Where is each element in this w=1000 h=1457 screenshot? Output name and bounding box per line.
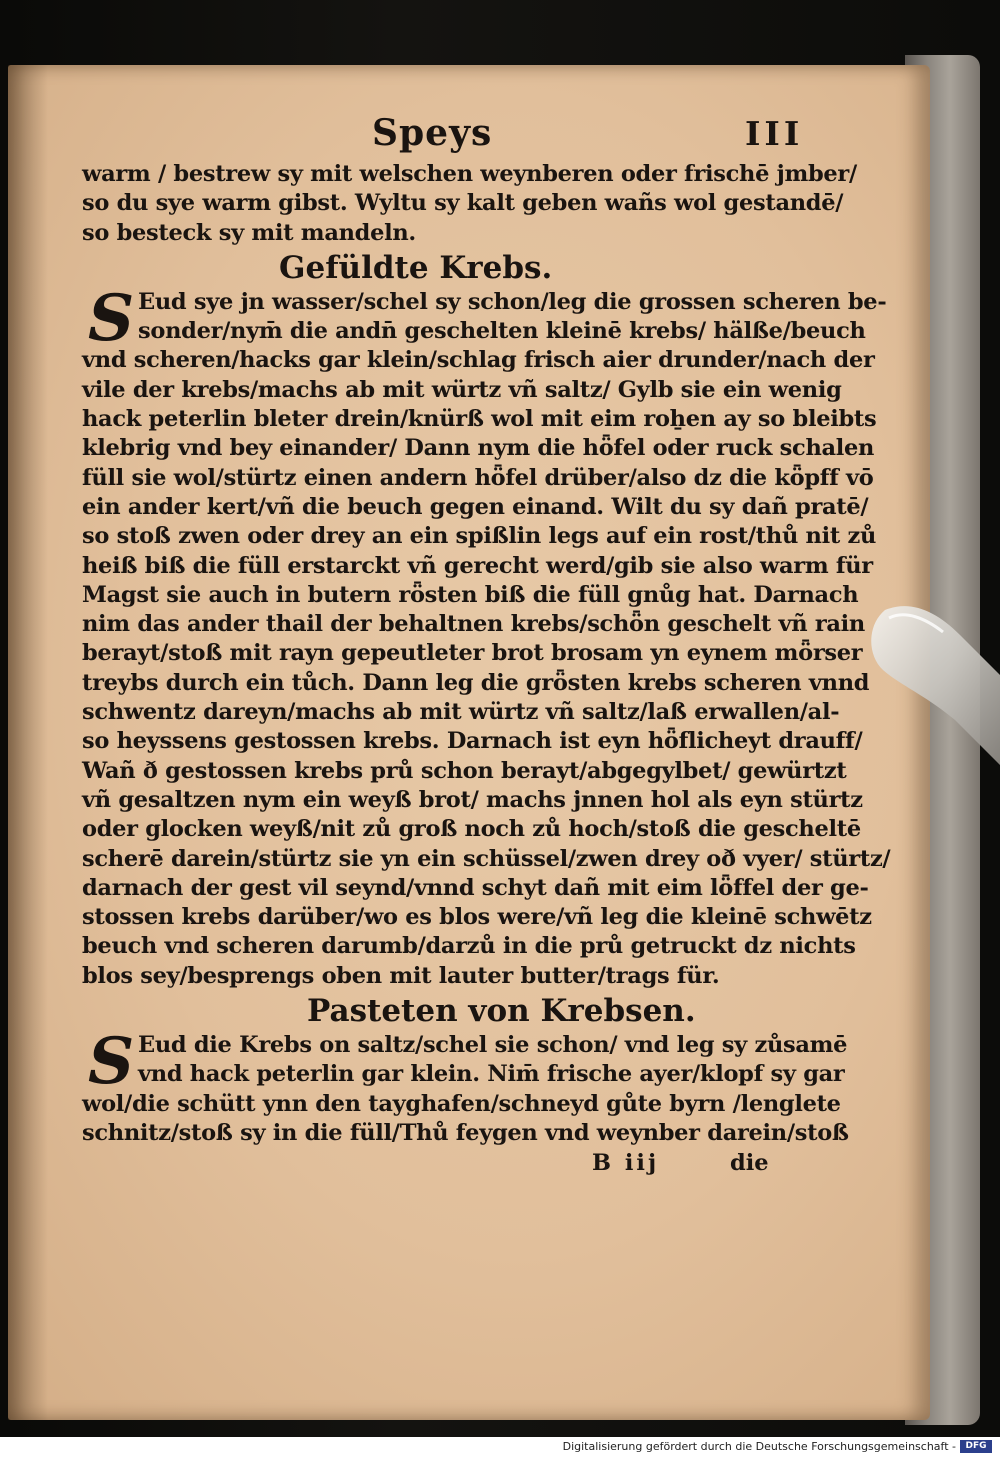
text-line: hack peterlin bleter drein/knürß wol mit eim roẖen ay so bleibts [82,406,877,433]
text-line: Eud sye jn wasser/schel sy schon/leg die grossen scheren be- [138,288,887,315]
text-line: so heyssens gestossen krebs. Darnach ist eyn hȫflicheyt drauff/ [82,728,863,755]
text-line: treybs durch ein tůch. Dann leg die grȫsten krebs scheren vnnd [82,669,870,696]
text-line: darnach der gest vil seynd/vnnd schyt dañ mit eim lȫffel der ge- [82,874,869,901]
text-line: sonder/nym̄ die andn̄ geschelten kleinē krebs/ hälße/beuch [138,318,866,345]
running-head-title: Speys [372,112,493,154]
text-line: berayt/stoß mit rayn gepeutleter brot brosam yn eynem mȫrser [82,640,863,667]
text-block [82,112,891,1178]
text-line: Magst sie auch in butern rȫsten biß die füll gnůg hat. Darnach [82,581,859,608]
section-heading: Gefüldte Krebs. [279,249,553,286]
text-line: oder glocken weyß/nit zů groß noch zů hoch/stoß die gescheltē [82,816,861,843]
text-line: klebrig vnd bey einander/ Dann nym die hȫfel oder ruck schalen [82,435,875,462]
catchword: die [730,1150,769,1177]
text-line: scherē darein/stürtz sie yn ein schüssel/zwen drey oð vyer/ stürtz/ [82,845,891,872]
drop-initial: S [88,280,135,356]
page-clip [865,600,1000,770]
text-line: beuch vnd scheren darumb/darzů in die prů getruckt dz nichts [82,933,856,960]
text-line: schwentz dareyn/machs ab mit würtz vñ saltz/laß erwallen/al- [82,699,840,726]
text-line: heiß biß die füll erstarckt vñ gerecht werd/gib sie also warm für [82,552,873,579]
text-line: vñ gesaltzen nym ein weyß brot/ machs jnnen hol als eyn stürtz [82,786,863,813]
paragraph-pasteten [82,1024,849,1148]
text-line: blos sey/besprengs oben mit lauter butter/trags für. [82,962,720,989]
text-line: stossen krebs darüber/wo es blos were/vñ leg die kleinē schwētz [82,904,872,931]
paragraph-gefuldte-krebs [82,280,891,991]
signature-mark: B iij [592,1150,660,1177]
text-line: vile der krebs/machs ab mit würtz vñ saltz/ Gylb sie ein wenig [82,376,842,403]
text-line: vnd hack peterlin gar klein. Nim̄ frische ayer/klopf sy gar [138,1061,845,1088]
text-line: füll sie wol/stürtz einen andern hȫfel drüber/also dz die kȫpff vō [82,464,874,491]
footer-credit: Digitalisierung gefördert durch die Deutsche Forschungsgemeinschaft - [562,1440,956,1453]
text-line: so stoß zwen oder drey an ein spißlin legs auf ein rost/thů nit zů [82,523,877,550]
dfg-logo: DFG [960,1440,992,1453]
running-head [82,112,827,160]
text-line: warm / bestrew sy mit welschen weynberen oder frischē jmber/ [82,161,857,187]
page-number: III [745,114,804,153]
text-line: nim das ander thail der behaltnen krebs/schȫn geschelt vñ rain [82,611,865,638]
text-line: Wañ ð gestossen krebs prů schon berayt/abgegylbet/ gewürtzt [82,757,847,784]
catch-line [82,1148,827,1178]
text-line: wol/die schütt ynn den tayghafen/schneyd gůte byrn /lenglete [82,1090,841,1117]
text-line: ein ander kert/vñ die beuch gegen einand. Wilt du sy dañ pratē/ [82,493,869,520]
section-heading: Pasteten von Krebsen. [307,993,696,1030]
drop-initial: S [88,1024,135,1100]
text-line: so du sye warm gibst. Wyltu sy kalt geben wañs wol gestandē/ [82,190,844,217]
text-line: so besteck sy mit mandeln. [82,219,416,246]
text-line: vnd scheren/hacks gar klein/schlag frisch aier drunder/nach der [82,347,875,374]
digitization-footer [0,1437,1000,1457]
text-line: schnitz/stoß sy in die füll/Thů feygen vnd weynber darein/stoß [82,1119,849,1146]
text-line: Eud die Krebs on saltz/schel sie schon/ vnd leg sy zůsamē [138,1032,848,1059]
spine-shadow [8,65,48,1420]
